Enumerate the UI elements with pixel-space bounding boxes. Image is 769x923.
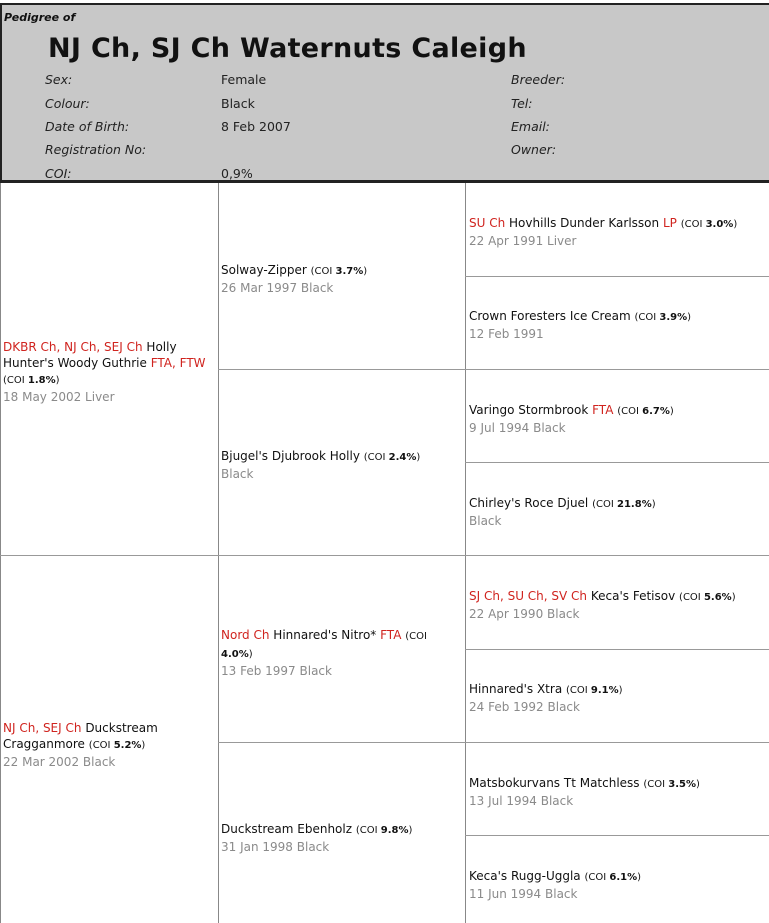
gen3-5-details: 22 Apr 1990 Black bbox=[469, 607, 580, 621]
grid-row-divider-gen1 bbox=[0, 555, 769, 556]
gen3-1-name: Hovhills Dunder Karlsson bbox=[509, 216, 660, 230]
gen2-4-details: 31 Jan 1998 Black bbox=[221, 840, 330, 854]
gen3-7-details: 13 Jul 1994 Black bbox=[469, 794, 574, 808]
gen2-3-titles: Nord Ch bbox=[221, 628, 270, 642]
dog-name-title: NJ Ch, SJ Ch Waternuts Caleigh bbox=[48, 33, 527, 64]
ancestor-gen2-1: Solway-Zipper (COI 3.7%) 26 Mar 1997 Black bbox=[221, 263, 368, 295]
gen2-1-details: 26 Mar 1997 Black bbox=[221, 281, 334, 295]
ancestor-gen3-8: Keca's Rugg-Uggla (COI 6.1%) 11 Jun 1994 Black bbox=[469, 869, 642, 901]
grid-border-left bbox=[0, 183, 1, 923]
colour-label: Colour: bbox=[45, 96, 90, 111]
gen2-1-name: Solway-Zipper bbox=[221, 263, 307, 277]
breeder-label: Breeder: bbox=[511, 72, 566, 87]
tel-label: Tel: bbox=[511, 96, 533, 111]
ancestor-gen2-4: Duckstream Ebenholz (COI 9.8%) 31 Jan 1998 Black bbox=[221, 822, 413, 854]
gen2-3-name: Hinnared's Nitro* bbox=[273, 628, 377, 642]
grid-row-divider-gen3-d bbox=[465, 835, 769, 836]
ancestor-gen2-3: Nord Ch Hinnared's Nitro* FTA (COI 4.0%) 13 Feb 1997 Black bbox=[221, 628, 427, 678]
gen3-4-details: Black bbox=[469, 514, 502, 528]
gen2-1-coi: 3.7% bbox=[335, 266, 364, 277]
gen3-2-name: Crown Foresters Ice Cream bbox=[469, 309, 631, 323]
dam-details: 22 Mar 2002 Black bbox=[3, 755, 116, 769]
gen3-6-details: 24 Feb 1992 Black bbox=[469, 700, 580, 714]
pedigree-of-label: Pedigree of bbox=[4, 11, 76, 24]
sex-label: Sex: bbox=[45, 72, 73, 87]
sire-titles: DKBR Ch, NJ Ch, SEJ Ch bbox=[3, 340, 143, 354]
gen2-2-details: Black bbox=[221, 467, 254, 481]
gen3-3-coi: 6.7% bbox=[642, 406, 670, 417]
grid-row-divider-gen2-a bbox=[218, 369, 769, 370]
ancestor-gen3-1: SU Ch Hovhills Dunder Karlsson LP (COI 3.0%) 22 Apr 1991 Liver bbox=[469, 216, 738, 248]
gen3-1-coi: 3.0% bbox=[705, 219, 734, 230]
sire-suffix: FTA, FTW bbox=[150, 356, 206, 370]
gen2-3-suffix: FTA bbox=[380, 628, 402, 642]
coi-label: COI: bbox=[45, 166, 72, 181]
gen3-5-titles: SJ Ch, SU Ch, SV Ch bbox=[469, 589, 588, 603]
ancestor-gen3-4: Chirley's Roce Djuel (COI 21.8%) Black bbox=[469, 496, 656, 528]
gen2-3-details: 13 Feb 1997 Black bbox=[221, 664, 332, 678]
gen2-2-coi: 2.4% bbox=[388, 452, 417, 463]
gen3-2-coi: 3.9% bbox=[659, 312, 688, 323]
email-label: Email: bbox=[511, 119, 550, 134]
dob-label: Date of Birth: bbox=[45, 119, 130, 134]
ancestor-dam: NJ Ch, SEJ Ch Duckstream Cragganmore (COI 5.2%) 22 Mar 2002 Black bbox=[3, 721, 158, 769]
grid-divider-gen1 bbox=[218, 183, 219, 923]
grid-row-divider-gen3-b bbox=[465, 462, 769, 463]
gen3-1-details: 22 Apr 1991 Liver bbox=[469, 234, 577, 248]
ancestor-gen3-6: Hinnared's Xtra (COI 9.1%) 24 Feb 1992 Black bbox=[469, 682, 623, 714]
coi-value: 0,9% bbox=[221, 166, 253, 181]
gen2-4-coi: 9.8% bbox=[380, 825, 409, 836]
gen3-8-name: Keca's Rugg-Uggla bbox=[469, 869, 581, 883]
gen3-1-suffix: LP bbox=[662, 216, 677, 230]
colour-value: Black bbox=[221, 96, 255, 111]
ancestor-gen3-3: Varingo Stormbrook FTA (COI 6.7%) 9 Jul 1994 Black bbox=[469, 403, 674, 435]
gen3-3-name: Varingo Stormbrook bbox=[469, 403, 589, 417]
dam-name: Duckstream Cragganmore bbox=[3, 721, 158, 751]
ancestor-sire: DKBR Ch, NJ Ch, SEJ Ch Holly Hunter's Woody Guthrie FTA, FTW (COI 1.8%) 18 May 2002 Liver bbox=[3, 340, 206, 404]
gen3-6-name: Hinnared's Xtra bbox=[469, 682, 563, 696]
grid-row-divider-gen3-c bbox=[465, 649, 769, 650]
sire-details: 18 May 2002 Liver bbox=[3, 390, 115, 404]
gen3-8-details: 11 Jun 1994 Black bbox=[469, 887, 578, 901]
ancestor-gen2-2: Bjugel's Djubrook Holly (COI 2.4%) Black bbox=[221, 449, 421, 481]
gen3-7-coi: 3.5% bbox=[668, 779, 697, 790]
ancestor-gen3-5: SJ Ch, SU Ch, SV Ch Keca's Fetisov (COI 5.6%) 22 Apr 1990 Black bbox=[469, 589, 736, 621]
dam-titles: NJ Ch, SEJ Ch bbox=[3, 721, 82, 735]
sex-value: Female bbox=[221, 72, 267, 87]
dam-coi: 5.2% bbox=[113, 740, 142, 751]
dob-value: 8 Feb 2007 bbox=[221, 119, 291, 134]
owner-label: Owner: bbox=[511, 142, 557, 157]
gen3-3-details: 9 Jul 1994 Black bbox=[469, 421, 566, 435]
grid-divider-gen2 bbox=[465, 183, 466, 923]
ancestor-gen3-7: Matsbokurvans Tt Matchless (COI 3.5%) 13 Jul 1994 Black bbox=[469, 776, 700, 808]
gen3-4-name: Chirley's Roce Djuel bbox=[469, 496, 589, 510]
gen3-7-name: Matsbokurvans Tt Matchless bbox=[469, 776, 640, 790]
gen3-3-suffix: FTA bbox=[592, 403, 614, 417]
gen2-4-name: Duckstream Ebenholz bbox=[221, 822, 353, 836]
gen3-8-coi: 6.1% bbox=[609, 872, 638, 883]
sire-coi: 1.8% bbox=[27, 375, 56, 386]
grid-row-divider-gen2-b bbox=[218, 742, 769, 743]
ancestor-gen3-2: Crown Foresters Ice Cream (COI 3.9%) 12 Feb 1991 bbox=[469, 309, 692, 341]
pedigree-header bbox=[0, 3, 769, 183]
gen3-5-coi: 5.6% bbox=[703, 592, 732, 603]
sire-name: Holly Hunter's Woody Guthrie bbox=[3, 340, 177, 370]
registration-label: Registration No: bbox=[45, 142, 147, 157]
gen3-1-titles: SU Ch bbox=[469, 216, 506, 230]
gen2-3-coi: 4.0% bbox=[221, 649, 249, 660]
gen3-4-coi: 21.8% bbox=[617, 499, 652, 510]
grid-row-divider-gen3-a bbox=[465, 276, 769, 277]
gen3-6-coi: 9.1% bbox=[590, 685, 619, 696]
gen3-2-details: 12 Feb 1991 bbox=[469, 327, 544, 341]
gen2-2-name: Bjugel's Djubrook Holly bbox=[221, 449, 360, 463]
gen3-5-name: Keca's Fetisov bbox=[590, 589, 676, 603]
